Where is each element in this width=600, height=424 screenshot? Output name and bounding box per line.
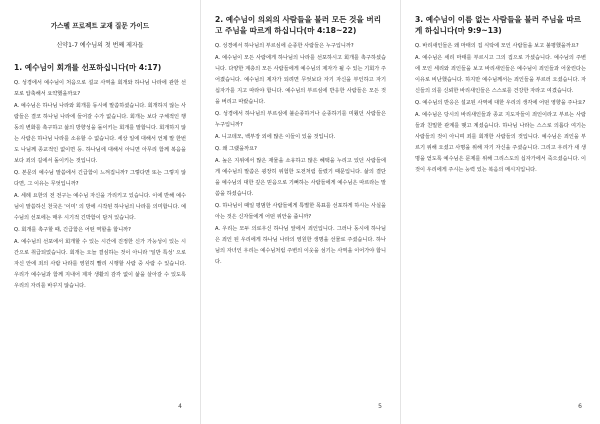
page-number: 6 (578, 403, 582, 410)
section-title-3: 3. 예수님이 이름 없는 사람들을 불러 주님을 따르게 하십니다(마 9:9~13) (415, 15, 582, 35)
qa-paragraph: A. 예수님은 세리 마태를 부르시고 그의 집으로 가셨습니다. 예수님의 주변에 모인 세리와 죄인들을 보고 바리새인들은 예수님이 죄인들과 어울린다는 이유로 비난했습니다. 하지만 예수님께서는 죄인들을 부르러 오셨습니다. 자신들의 의를 신뢰한 바리새인들은 스스로를 건강한 자라고 여겼습니다. (415, 55, 586, 94)
qa-paragraph: Q. 바리새인들은 왜 마태의 집 식탁에 모인 사람들을 보고 불평했을까요? (415, 43, 579, 49)
page-number: 4 (178, 403, 182, 410)
qa-paragraph: Q. 예수님의 반응은 설교된 사역에 대한 우리의 생각에 어떤 영향을 주나요? (415, 100, 586, 106)
qa-paragraph: Q. 왜 그랬을까요? (215, 146, 257, 152)
qa-paragraph: A. 세례 요한의 전 전구는 예수님 자신을 가리키고 있습니다. 이에 반해 예수님이 말씀하신 천국은 '이미' 의 방에 시작된 하나님의 나라를 의미합니다. 예수님의 선포에는 매우 시기적 긴박함이 담겨 있습니다. (14, 193, 186, 221)
qa-paragraph: A. 니고데모, 백부장 외에 많은 이들이 있을 것입니다. (215, 134, 336, 140)
qa-paragraph: A. 예수님의 선포에서 회개할 수 있는 시간에 진정한 신가 가능성이 있는 시간으로 취급되었습니다. 회개는 오늘 결심하는 것이 아니라 '일반 특성' 으로 자신 안에 죄의 사람 나라를 영원히 빨리 시행할 사람 중 사람 수 있습니다. 우리가 예수님과 함께 지내어 제자 생활의 감각 없이 삶을 살아갈 수 있도록 우리의 자리를 바꾸지 않습니다. (14, 239, 186, 289)
qa-paragraph: Q. 하나님이 때일 평범한 사람들에게 특별한 목표를 선포하게 하시는 사실을 아는 것은 신자들에게 어떤 위안을 줍니까? (215, 203, 386, 220)
section-title-2: 2. 예수님이 의외의 사람들을 불러 모든 것을 버리고 주님을 따르게 하십니다(마 4:18~22) (215, 15, 382, 35)
page-5 (200, 0, 400, 424)
page-number: 5 (378, 403, 382, 410)
guide-title: 가스펠 프로젝트 교재 질문 가이드 (50, 22, 150, 30)
section-title-1: 1. 예수님이 회개를 선포하십니다(마 4:17) (14, 63, 162, 72)
qa-paragraph: A. 예수님은 당시의 바리새인들과 종교 지도자들이 죄인이라고 부르는 사람들과 친밀한 관계를 맺고 계셨습니다. 하나님 나라는 스스로 의롭다 여기는 사람들의 것이 아니며 죄를 회개한 사람들의 것입니다. 예수님은 죄인을 부르기 위해 오셨고 사명을 위해 자기 자신을 주셨습니다. 그리고 우리가 새 생명을 얻도록 예수님은 문제를 위해 그리스도의 십자가에서 죽으셨습니다. 이것이 우리에게 주시는 능력 있는 복음의 메시지입니다. (415, 112, 586, 173)
qa-paragraph: Q. 성경에서 하나님의 부르심에 불순종하거나 순종하기를 미뤘던 사람들은 누구입니까? (215, 111, 386, 128)
qa-paragraph: A. 우리는 모두 의로우신 하나님 앞에서 죄인입니다. 그러나 동시에 하나님은 죄인 된 우리에게 하나님 나라의 영원한 생명을 선물로 주셨습니다. 하나님의 자녀인 우리는 예수님처럼 주변의 이웃을 섬기는 사역을 이어가야 합니다. (215, 226, 386, 265)
page-4 (0, 0, 200, 424)
qa-paragraph: Q. 성경에서 예수님이 처음으로 설교 사역을 회개와 하나님 나라에 관한 선포로 압축해서 요약했을까요? (14, 80, 186, 97)
qa-paragraph: Q. 회개를 촉구할 때, 긴급함은 어떤 역할을 합니까? (14, 227, 131, 233)
lesson-subtitle: 신약1-7 예수님의 첫 번째 제자들 (56, 42, 144, 49)
qa-paragraph: A. 높은 지위에서 많은 재물을 소유하고 많은 혜택을 누리고 있던 사람들에게 예수님의 말씀은 굉장히 위험한 도전처럼 들렸기 때문입니다. 삶의 결단을 예수님의 대한 깊은 믿음으로 기뻐하는 사람들에게 예수님은 따르라는 말씀을 하셨습니다. (215, 158, 386, 197)
qa-paragraph: Q. 본문의 예수님 말씀에서 긴급함이 느껴집니까? 그렇다면 또는 그렇지 않다면, 그 이유는 무엇입니까? (14, 170, 186, 187)
qa-paragraph: A. 예수님이 모든 사람에게 하나님의 나라를 선포하시고 회개를 촉구하셨습니다. 다양한 계층의 모든 사람들에게 예수님의 제자가 될 수 있는 기회가 주어졌습니다. 예수님의 제자가 되려면 무엇보다 자기 자신을 부인하고 자기 십자가를 지고 따라야 합니다. 예수님의 부르심에 반응한 사람들은 모든 것을 버리고 따랐습니다. (215, 55, 386, 105)
qa-paragraph: A. 예수님은 하나님 나라와 회개를 동시에 말씀하셨습니다. 회개하지 않는 사람들은 결코 하나님 나라에 들어갈 수가 없습니다. 회개는 보다 구체적인 행동의 변화를 촉구하고 삶의 방향성을 돌이키는 회개를 말합니다. 회개하지 않는 사람은 하나님 나라를 소유할 수 없습니다. 세상 일에 대해서 언제 말 한번도 나님께 종교적인 없이면 등. 하나님에 대해서 아니면 아무리 함께 복음을 보다 죄의 길에서 돌이키는 것입니다. (14, 103, 186, 164)
qa-paragraph: Q. 성경에서 하나님의 부르심에 순종한 사람들은 누구입니까? (215, 43, 354, 49)
page-6 (400, 0, 600, 424)
